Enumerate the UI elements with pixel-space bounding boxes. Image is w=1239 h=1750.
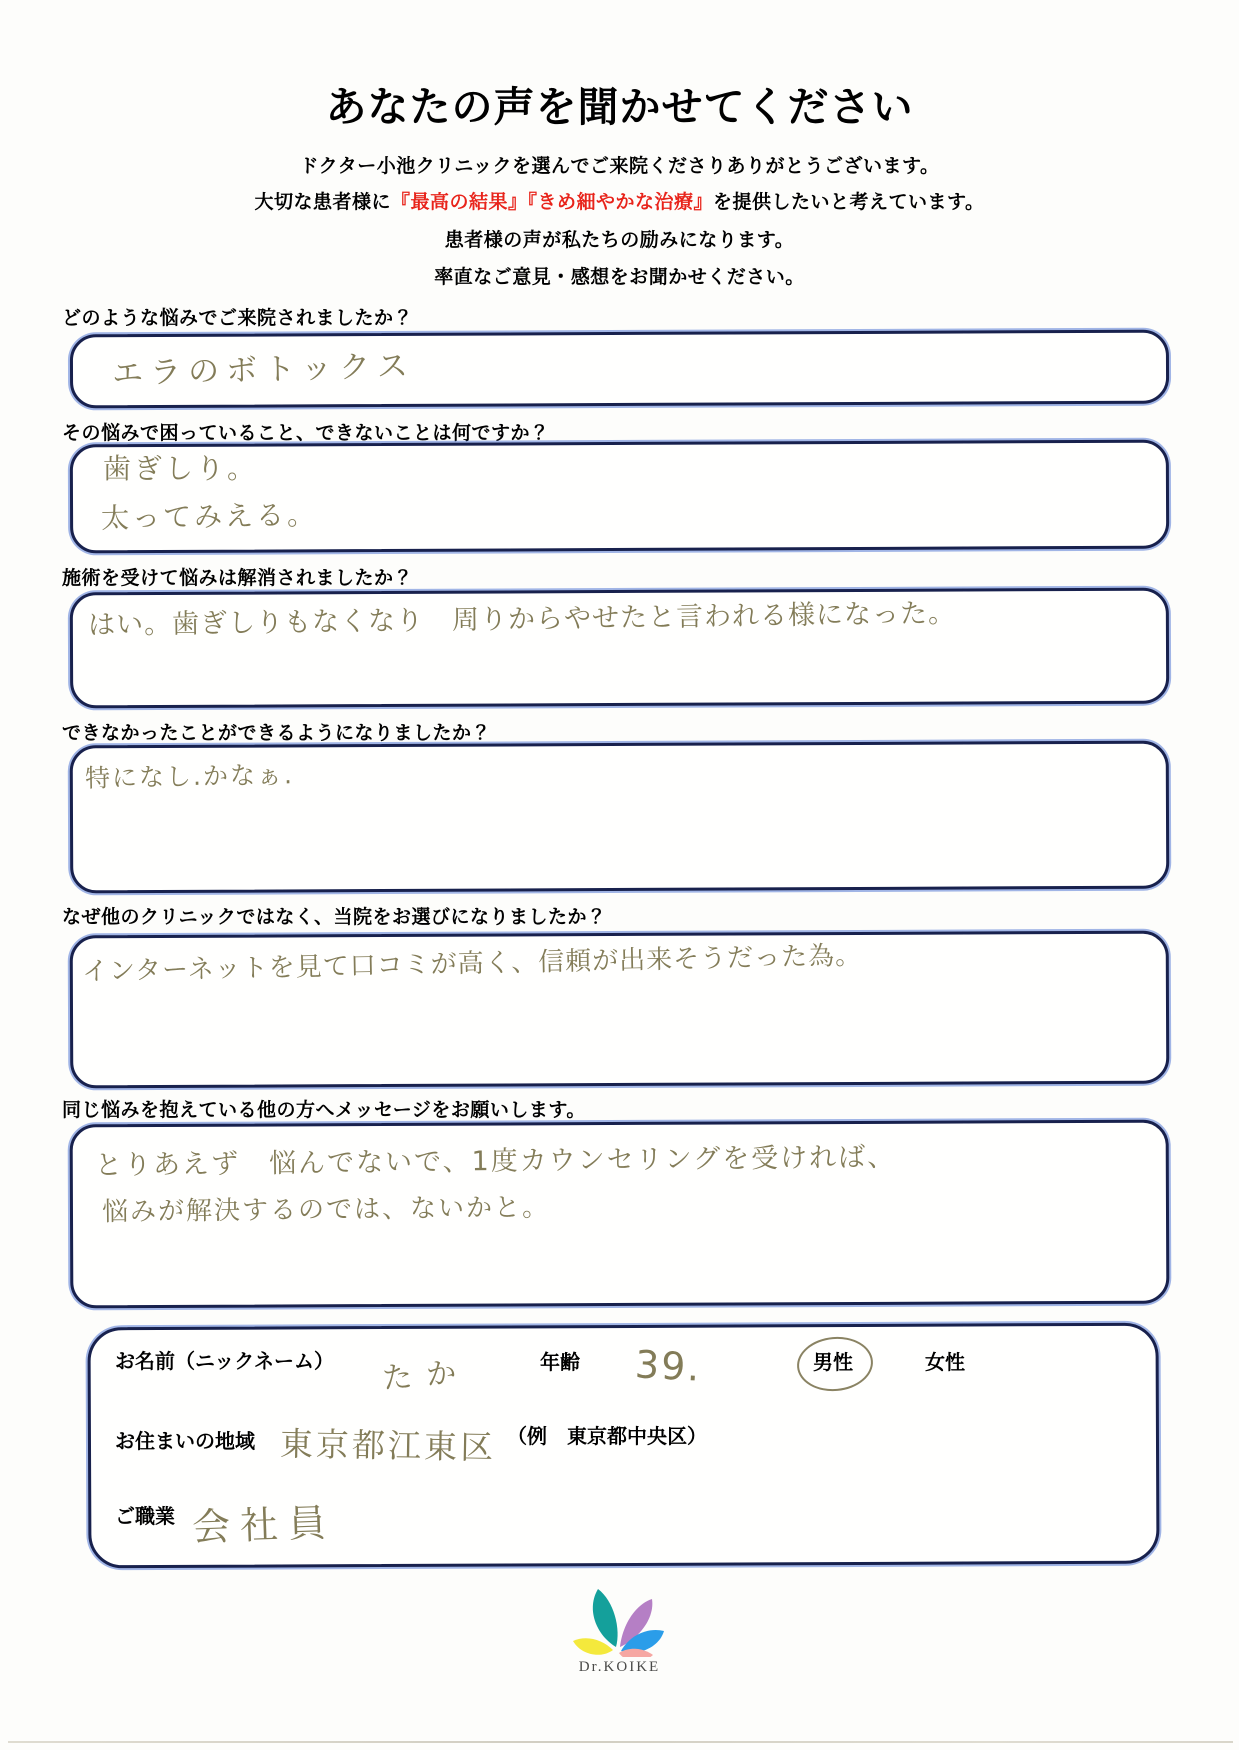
intro-line-2-highlight-1: 『最高の結果』 [391, 192, 528, 213]
intro-line-4: 率直なご意見・感想をお聞かせください。 [434, 267, 805, 288]
intro-line-2-prefix: 大切な患者様に [254, 192, 391, 213]
scan-artifact-line [8, 1741, 1233, 1743]
handwritten-area-value: 東京都江東区 [279, 1424, 497, 1467]
question-label-2: その悩みで困っていること、できないことは何ですか？ [62, 423, 550, 444]
handwritten-answer-6-line-2: 悩みが解決するのでは、ないかと。 [101, 1192, 551, 1228]
feather-yellow-icon [573, 1638, 613, 1655]
handwritten-age-value: 39. [633, 1342, 703, 1390]
area-label: お住まいの地域 [115, 1431, 255, 1453]
handwritten-answer-6-line-1: とりあえず 悩んでないで、1度カウンセリングを受ければ、 [94, 1141, 897, 1182]
area-example: （例 東京都中央区） [507, 1426, 707, 1448]
clinic-logo [0, 1585, 1239, 1676]
age-label: 年齢 [540, 1352, 580, 1374]
handwritten-answer-2-line-1: 歯ぎしり。 [103, 452, 259, 485]
intro-line-2-highlight-2: 『きめ細やかな治療』 [527, 192, 714, 213]
gender-female-label: 女性 [925, 1352, 965, 1374]
page-title: あなたの声を聞かせてください [325, 84, 914, 130]
job-label: ご職業 [115, 1506, 175, 1528]
name-label: お名前（ニックネーム） [115, 1351, 334, 1373]
handwritten-name-value: たか [380, 1354, 472, 1397]
intro-line-1: ドクター小池クリニックを選んでご来院くださりありがとうございます。 [299, 156, 940, 177]
handwritten-answer-5: インターネットを見て口コミが高く、信頼が出来そうだった為。 [81, 940, 863, 988]
question-label-4: できなかったことができるようになりましたか？ [62, 723, 492, 744]
handwritten-answer-2-line-2: 太ってみえる。 [100, 498, 319, 535]
brand-text: Dr.KOIKE [578, 1659, 661, 1675]
feather-bouquet-icon [560, 1585, 680, 1657]
gender-male-label: 男性 [813, 1352, 853, 1374]
question-label-3: 施術を受けて悩みは解消されましたか？ [62, 568, 414, 589]
intro-line-2-suffix: を提供したいと考えています。 [713, 192, 985, 213]
intro-line-2 [0, 187, 1239, 214]
handwritten-answer-3: はい。歯ぎしりもなくなり 周りからやせたと言われる様になった。 [87, 597, 957, 642]
handwritten-answer-4: 特になし.かなぁ. [84, 760, 295, 793]
handwritten-job-value: 会社員 [191, 1500, 337, 1550]
question-label-6: 同じ悩みを抱えている他の方へメッセージをお願いします。 [62, 1100, 586, 1121]
question-label-5: なぜ他のクリニックではなく、当院をお選びになりましたか？ [62, 907, 607, 928]
intro-line-3: 患者様の声が私たちの励みになります。 [444, 230, 795, 251]
question-label-1: どのような悩みでご来院されましたか？ [62, 308, 414, 329]
feather-teal-icon [592, 1589, 617, 1647]
handwritten-answer-1: エラのボトックス [111, 348, 416, 392]
